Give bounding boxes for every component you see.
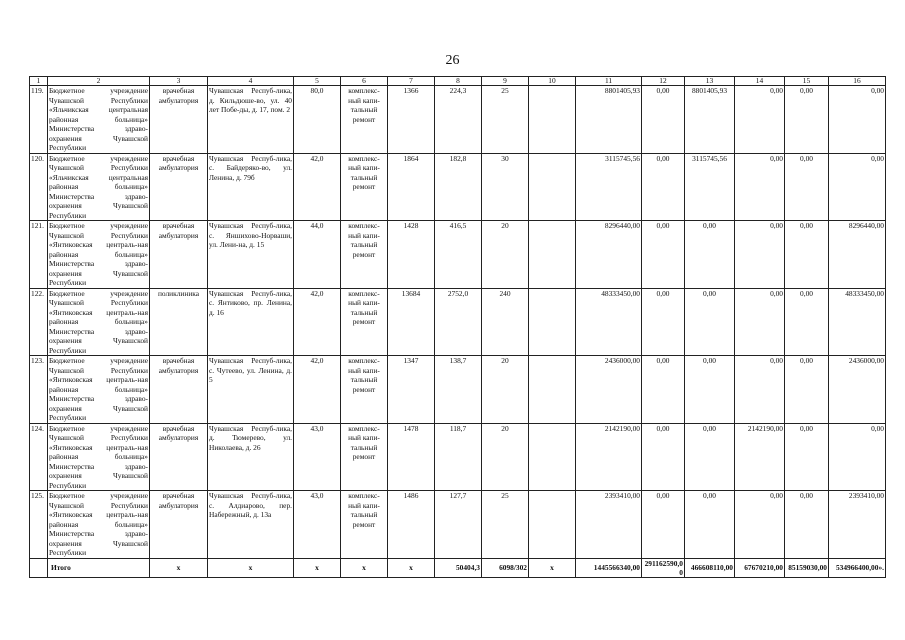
value-col12: 0,00 (642, 288, 685, 356)
work-type: комплекс-ный капи-тальный ремонт (341, 288, 388, 356)
column-number-row (30, 77, 886, 86)
value-col7: 13684 (388, 288, 435, 356)
value-col7: 1347 (388, 356, 435, 424)
institution-name: Бюджетное учреждение Чувашской Республики «Янтиковская централь-ная районная больница» Министерства здраво-охранения Чувашской Республики (49, 288, 148, 355)
value-col15: 0,00 (785, 423, 829, 491)
col-header: 7 (388, 77, 435, 86)
address: Чувашская Респуб-лика, с. Яншихово-Норваши, ул. Лени-на, д. 15 (208, 221, 294, 289)
address: Чувашская Респуб-лика, с. Байдеряко-во, ул. Ленина, д. 79б (208, 153, 294, 221)
row-number: 119. (30, 86, 48, 154)
value-col5: 43,0 (294, 423, 341, 491)
total-col16: 534966400,00». (829, 558, 886, 577)
total-empty-cell (30, 558, 48, 577)
col-header: 10 (529, 77, 576, 86)
work-type: комплекс-ный капи-тальный ремонт (341, 356, 388, 424)
total-col3: x (150, 558, 208, 577)
col-header: 8 (435, 77, 482, 86)
value-col15: 0,00 (785, 86, 829, 154)
registry-table (29, 76, 886, 578)
value-col16: 0,00 (829, 423, 886, 491)
value-col10 (529, 288, 576, 356)
col-header: 2 (48, 77, 150, 86)
facility-type: врачебная амбулатория (150, 491, 208, 559)
value-col16: 2436000,00 (829, 356, 886, 424)
total-col4: x (208, 558, 294, 577)
total-col12: 291162590,00 (642, 558, 685, 577)
value-col15: 0,00 (785, 221, 829, 289)
col-header: 9 (482, 77, 529, 86)
table-row (30, 221, 886, 289)
facility-type: врачебная амбулатория (150, 153, 208, 221)
value-col12: 0,00 (642, 86, 685, 154)
value-col9: 20 (482, 221, 529, 289)
value-col12: 0,00 (642, 356, 685, 424)
table-row (30, 356, 886, 424)
value-col13: 0,00 (685, 356, 735, 424)
value-col16: 2393410,00 (829, 491, 886, 559)
value-col12: 0,00 (642, 491, 685, 559)
total-col15: 85159030,00 (785, 558, 829, 577)
address: Чувашская Респуб-лика, д. Тюмерево, ул. Николаева, д. 26 (208, 423, 294, 491)
value-col12: 0,00 (642, 153, 685, 221)
value-col9: 30 (482, 153, 529, 221)
value-col5: 42,0 (294, 288, 341, 356)
value-col16: 8296440,00 (829, 221, 886, 289)
col-header: 14 (735, 77, 785, 86)
work-type: комплекс-ный капи-тальный ремонт (341, 221, 388, 289)
total-label: Итого (48, 558, 150, 577)
facility-type: врачебная амбулатория (150, 221, 208, 289)
value-col14: 0,00 (735, 491, 785, 559)
value-col16: 48333450,00 (829, 288, 886, 356)
col-header: 11 (576, 77, 642, 86)
row-number: 121. (30, 221, 48, 289)
col-header: 16 (829, 77, 886, 86)
col-header: 6 (341, 77, 388, 86)
value-col11: 48333450,00 (576, 288, 642, 356)
value-col11: 8296440,00 (576, 221, 642, 289)
institution-name: Бюджетное учреждение Чувашской Республики «Яльчикская центральная районная больница» Министерства здраво-охранения Чувашской Республики (49, 153, 148, 220)
value-col10 (529, 86, 576, 154)
value-col16: 0,00 (829, 153, 886, 221)
table-row (30, 153, 886, 221)
col-header: 1 (30, 77, 48, 86)
value-col8: 2752,0 (435, 288, 482, 356)
value-col14: 0,00 (735, 356, 785, 424)
value-col9: 25 (482, 86, 529, 154)
value-col15: 0,00 (785, 491, 829, 559)
facility-type: поликлиника (150, 288, 208, 356)
col-header: 12 (642, 77, 685, 86)
value-col12: 0,00 (642, 221, 685, 289)
value-col13: 3115745,56 (685, 153, 735, 221)
value-col10 (529, 491, 576, 559)
value-col9: 25 (482, 491, 529, 559)
value-col13: 0,00 (685, 491, 735, 559)
col-header: 4 (208, 77, 294, 86)
institution-name: Бюджетное учреждение Чувашской Республики «Янтиковская централь-ная районная больница» Министерства здраво-охранения Чувашской Республики (49, 491, 148, 557)
col-header: 13 (685, 77, 735, 86)
work-type: комплекс-ный капи-тальный ремонт (341, 423, 388, 491)
value-col14: 0,00 (735, 221, 785, 289)
address: Чувашская Респуб-лика, с. Янтиково, пр. Ленина, д. 16 (208, 288, 294, 356)
address: Чувашская Респуб-лика, с. Алдиарово, пер. Набережный, д. 13а (208, 491, 294, 559)
value-col5: 80,0 (294, 86, 341, 154)
row-number: 120. (30, 153, 48, 221)
value-col10 (529, 221, 576, 289)
table-row (30, 288, 886, 356)
value-col11: 2436000,00 (576, 356, 642, 424)
value-col9: 20 (482, 356, 529, 424)
value-col10 (529, 423, 576, 491)
table-row (30, 491, 886, 559)
value-col10 (529, 356, 576, 424)
value-col10 (529, 153, 576, 221)
work-type: комплекс-ный капи-тальный ремонт (341, 491, 388, 559)
value-col7: 1428 (388, 221, 435, 289)
value-col13: 0,00 (685, 288, 735, 356)
value-col13: 0,00 (685, 221, 735, 289)
value-col9: 20 (482, 423, 529, 491)
total-col13: 466608110,00 (685, 558, 735, 577)
value-col12: 0,00 (642, 423, 685, 491)
col-header: 3 (150, 77, 208, 86)
row-number: 124. (30, 423, 48, 491)
total-col14: 67670210,00 (735, 558, 785, 577)
value-col15: 0,00 (785, 288, 829, 356)
value-col7: 1864 (388, 153, 435, 221)
table-row (30, 423, 886, 491)
facility-type: врачебная амбулатория (150, 423, 208, 491)
institution-name: Бюджетное учреждение Чувашской Республики «Янтиковская централь-ная районная больница» Министерства здраво-охранения Чувашской Республики (49, 423, 148, 490)
col-header: 5 (294, 77, 341, 86)
value-col8: 416,5 (435, 221, 482, 289)
value-col13: 0,00 (685, 423, 735, 491)
value-col16: 0,00 (829, 86, 886, 154)
row-number: 125. (30, 491, 48, 559)
value-col7: 1366 (388, 86, 435, 154)
institution-name: Бюджетное учреждение Чувашской Республики «Яльчикская центральная районная больница» Министерства здраво-охранения Чувашской Республики (49, 86, 148, 152)
facility-type: врачебная амбулатория (150, 86, 208, 154)
table-row (30, 86, 886, 154)
row-number: 122. (30, 288, 48, 356)
address: Чувашская Респуб-лика, с. Чутеево, ул. Ленина, д. 5 (208, 356, 294, 424)
col-header: 15 (785, 77, 829, 86)
row-number: 123. (30, 356, 48, 424)
value-col11: 3115745,56 (576, 153, 642, 221)
total-col10: x (529, 558, 576, 577)
value-col15: 0,00 (785, 356, 829, 424)
institution-name: Бюджетное учреждение Чувашской Республики «Янтиковская централь-ная районная больница» Министерства здраво-охранения Чувашской Республики (49, 356, 148, 422)
value-col5: 44,0 (294, 221, 341, 289)
value-col8: 118,7 (435, 423, 482, 491)
total-col11: 1445566340,00 (576, 558, 642, 577)
total-row (30, 558, 886, 577)
value-col14: 0,00 (735, 288, 785, 356)
total-col8: 50404,3 (435, 558, 482, 577)
value-col13: 8801405,93 (685, 86, 735, 154)
value-col8: 182,8 (435, 153, 482, 221)
value-col9: 240 (482, 288, 529, 356)
value-col8: 224,3 (435, 86, 482, 154)
work-type: комплекс-ный капи-тальный ремонт (341, 153, 388, 221)
value-col8: 138,7 (435, 356, 482, 424)
value-col8: 127,7 (435, 491, 482, 559)
institution-name: Бюджетное учреждение Чувашской Республики «Янтиковская централь-ная районная больница» Министерства здраво-охранения Чувашской Республики (49, 221, 148, 287)
value-col5: 43,0 (294, 491, 341, 559)
value-col15: 0,00 (785, 153, 829, 221)
value-col7: 1486 (388, 491, 435, 559)
total-col6: x (341, 558, 388, 577)
value-col5: 42,0 (294, 153, 341, 221)
value-col14: 0,00 (735, 86, 785, 154)
value-col5: 42,0 (294, 356, 341, 424)
page-number: 26 (445, 53, 460, 68)
value-col11: 8801405,93 (576, 86, 642, 154)
total-col5: x (294, 558, 341, 577)
value-col14: 0,00 (735, 153, 785, 221)
address: Чувашская Респуб-лика, д. Кильдюше-во, ул. 40 лет Побе-ды, д. 17, пом. 2 (208, 86, 294, 154)
value-col7: 1478 (388, 423, 435, 491)
value-col11: 2393410,00 (576, 491, 642, 559)
value-col14: 2142190,00 (735, 423, 785, 491)
value-col11: 2142190,00 (576, 423, 642, 491)
total-col9: 6098/302 (482, 558, 529, 577)
facility-type: врачебная амбулатория (150, 356, 208, 424)
total-col7: x (388, 558, 435, 577)
work-type: комплекс-ный капи-тальный ремонт (341, 86, 388, 154)
